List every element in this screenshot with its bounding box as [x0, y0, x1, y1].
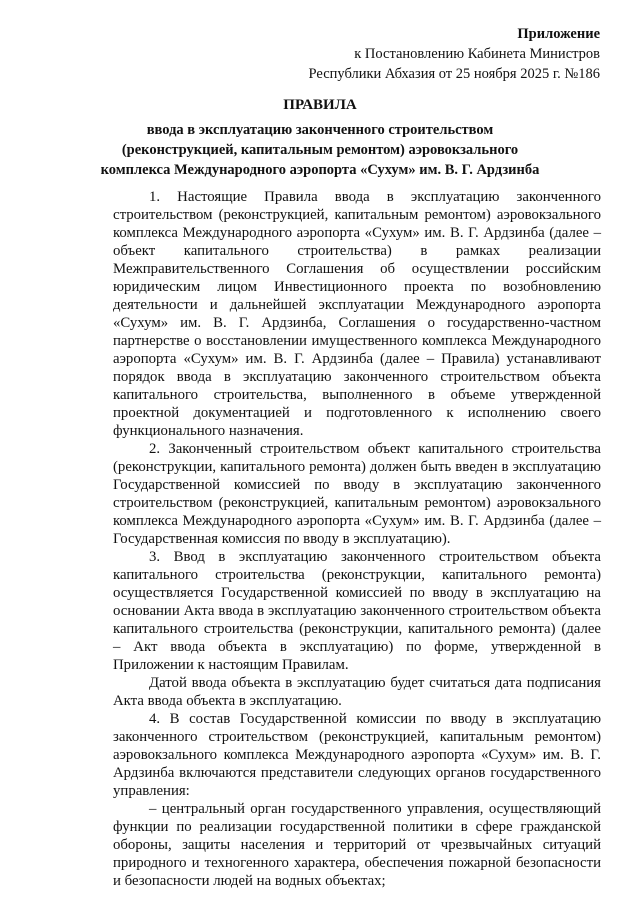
paragraph-3-note: Датой ввода объекта в эксплуатацию будет считаться дата подписания Акта ввода объекта в эксплуатацию. — [113, 675, 601, 709]
paragraph-4: 4. В состав Государственной комиссии по вводу в эксплуатацию законченного строительством (реконструкцией, капитальным ремонтом) аэровокзального комплекса Международного аэропорта «Сухум» им. В. Г. Ардзинба включаются представители следующих органов государственного управления: — [113, 711, 601, 799]
document-subtitle: ввода в эксплуатацию законченного строительством (реконструкцией, капитальным ремонтом) аэровокзального комплекса Международного аэропорта «Сухум» им. В. Г. Ардзинба — [100, 122, 540, 178]
appendix-title: Приложение — [517, 26, 600, 42]
appendix-reference-line-1: к Постановлению Кабинета Министров — [354, 46, 600, 62]
document-body — [113, 188, 601, 890]
paragraph-3: 3. Ввод в эксплуатацию законченного строительством объекта капитального строительства (реконструкции, капитального ремонта) осуществляется Государственной комиссией по вводу в эксплуатацию на основании Акта ввода в эксплуатацию законченного строительством объекта капитального строительства (реконструкции, капитального ремонта) (далее – Акт ввода объекта в эксплуатацию) по форме, утвержденной в Приложении к настоящим Правилам. — [113, 549, 601, 673]
appendix-reference-line-2: Республики Абхазия от 25 ноября 2025 г. №186 — [308, 66, 600, 82]
paragraph-1: 1. Настоящие Правила ввода в эксплуатацию законченного строительством (реконструкцией, капитальным ремонтом) аэровокзального комплекса Международного аэропорта «Сухум» им. В. Г. Ардзинба (далее – объект капитального строительства) в рамках реализации Межправительственного Соглашения об осуществлении российским юридическим лицом Инвестиционного проекта по возобновлению деятельности и дальнейшей эксплуатации Международного аэропорта «Сухум» им. В. Г. Ардзинба, Соглашения о государственно-частном партнерстве о восстановлении имущественного комплекса Международного аэропорта «Сухум» им. В. Г. Ардзинба (далее – Правила) устанавливают порядок ввода в эксплуатацию законченного строительством объекта капитального строительства, выполненного в объеме утвержденной проектной документацией и подготовленного к исполнению своего функционального назначения. — [113, 189, 601, 439]
document-title: ПРАВИЛА — [283, 97, 357, 113]
list-item-civil-defense: – центральный орган государственного управления, осуществляющий функции по реализации государственной политики в сфере гражданской обороны, защиты населения и территорий от чрезвычайных ситуаций природного и техногенного характера, обеспечения пожарной безопасности и безопасности людей на водных объектах; — [113, 801, 601, 889]
appendix-header — [180, 24, 600, 84]
paragraph-2: 2. Законченный строительством объект капитального строительства (реконструкции, капитального ремонта) должен быть введен в эксплуатацию Государственной комиссией по вводу в эксплуатацию законченного строительством (реконструкцией, капитальным ремонтом) аэровокзального комплекса Международного аэропорта «Сухум» им. В. Г. Ардзинба (далее – Государственная комиссия по вводу в эксплуатацию). — [113, 441, 601, 547]
